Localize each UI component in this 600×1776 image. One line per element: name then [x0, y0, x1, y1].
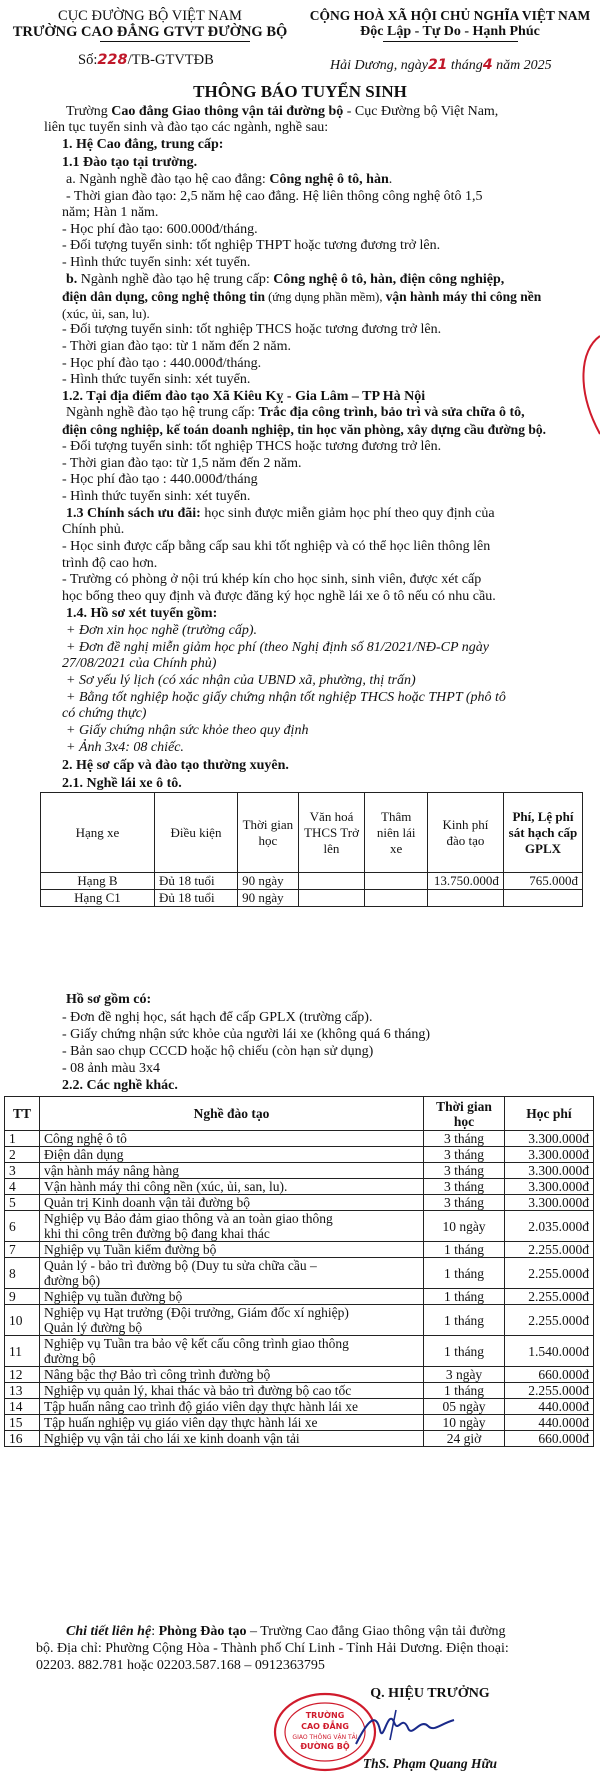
section-1-1-b-line2: điện dân dụng, công nghệ thông tin (ứng dụng phần mềm), vận hành máy thi công nền — [62, 289, 542, 304]
table-cell-tt: 15 — [5, 1415, 40, 1431]
table-header: Điều kiện — [154, 793, 237, 873]
contact-line-2: bộ. Địa chỉ: Phường Cộng Hòa - Thành phố Chí Linh - Tỉnh Hải Dương. Điện thoại: — [36, 1641, 509, 1656]
contact-line-1: Chi tiết liên hệ: Phòng Đào tạo – Trường Cao đẳng Giao thông vận tải đường — [66, 1624, 506, 1639]
course-name-line: vận hành máy nâng hàng — [44, 1163, 179, 1178]
text-line: học bổng theo quy định và được đăng ký học nghề lái xe ô tô nếu có nhu cầu. — [62, 589, 496, 604]
section-1-1-a: a. Ngành nghề đào tạo hệ cao đẳng: Công nghệ ô tô, hàn. — [66, 172, 393, 187]
nation-motto: Độc Lập - Tự Do - Hạnh Phúc — [360, 24, 540, 39]
table-row — [41, 890, 583, 907]
text-line: + Đơn đề nghị miễn giảm học phí (theo Nghị định số 81/2021/NĐ-CP ngày — [66, 640, 490, 655]
course-name-line: Quản lý - bảo trì đường bộ (Duy tu sửa chữa cầu – — [44, 1258, 317, 1273]
course-name-line: Nghiệp vụ quản lý, khai thác và bảo trì đường bộ cao tốc — [44, 1383, 352, 1398]
section-2-2-heading: 2.2. Các nghề khác. — [62, 1078, 178, 1093]
table-cell: 90 ngày — [238, 890, 299, 907]
table-row — [5, 1431, 594, 1447]
table-cell-course — [40, 1147, 424, 1163]
table-header: Kinh phí đào tạo — [427, 793, 503, 873]
table-cell-duration: 10 ngày — [424, 1415, 505, 1431]
table-cell: Đủ 18 tuổi — [154, 873, 237, 890]
section-1-3-line1: 1.3 Chính sách ưu đãi: học sinh được miễn giảm học phí theo quy định của — [66, 506, 495, 521]
table-cell-fee: 2.255.000đ — [505, 1305, 594, 1336]
course-name-line: Nghiệp vụ vận tải cho lái xe kinh doanh vận tải — [44, 1431, 300, 1446]
text-line: có chứng thực) — [62, 706, 147, 721]
table-header: Văn hoá THCS Trở lên — [298, 793, 365, 873]
text-line: - Học phí đào tạo : 440.000đ/tháng — [62, 472, 258, 487]
table-cell-fee: 2.255.000đ — [505, 1289, 594, 1305]
svg-text:CAO ĐẲNG: CAO ĐẲNG — [301, 1722, 349, 1731]
text-line: + Đơn xin học nghề (trường cấp). — [66, 623, 258, 638]
table-cell-fee: 3.300.000đ — [505, 1163, 594, 1179]
table-cell-fee: 440.000đ — [505, 1415, 594, 1431]
table-row — [5, 1195, 594, 1211]
text-line: + Sơ yếu lý lịch (có xác nhận của UBND xã, phường, thị trấn) — [66, 673, 416, 688]
table-cell-course — [40, 1289, 424, 1305]
table-cell-course — [40, 1383, 424, 1399]
text-line: - Thời gian đào tạo: từ 1 năm đến 2 năm. — [62, 339, 291, 354]
table-row — [5, 1289, 594, 1305]
table-cell-tt: 6 — [5, 1211, 40, 1242]
signer-role: Q. HIỆU TRƯỞNG — [370, 1686, 490, 1701]
table-cell-fee: 3.300.000đ — [505, 1131, 594, 1147]
table-cell-duration: 24 giờ — [424, 1431, 505, 1447]
table-cell-course — [40, 1211, 424, 1242]
table-cell-course — [40, 1399, 424, 1415]
svg-text:GIAO THÔNG VẬN TẢI: GIAO THÔNG VẬN TẢI — [292, 1734, 358, 1741]
list-item: - Bản sao chụp CCCD hoặc hộ chiếu (còn hạn sử dụng) — [62, 1044, 374, 1059]
table-header: Thâm niên lái xe — [365, 793, 428, 873]
table-cell-fee: 2.035.000đ — [505, 1211, 594, 1242]
table-cell-duration: 3 ngày — [424, 1367, 505, 1383]
table-cell-tt: 9 — [5, 1289, 40, 1305]
intro-line-2: liên tục tuyển sinh và đào tạo các ngành, nghề sau: — [44, 120, 329, 135]
text-line: + Ảnh 3x4: 08 chiếc. — [66, 740, 184, 755]
issue-date: Hải Dương, ngày21 tháng4 năm 2025 — [330, 57, 552, 73]
nation-name: CỘNG HOÀ XÃ HỘI CHỦ NGHĨA VIỆT NAM — [309, 8, 591, 23]
svg-text:ĐƯỜNG BỘ: ĐƯỜNG BỘ — [300, 1742, 350, 1751]
course-name-line: Quản lý đường bộ — [44, 1320, 143, 1335]
course-name-line: Nghiệp vụ Tuần tra bảo vệ kết cấu công trình giao thông — [44, 1336, 349, 1351]
text-line: - Hình thức tuyển sinh: xét tuyển. — [62, 372, 251, 387]
text-line: - Học phí đào tạo : 440.000đ/tháng. — [62, 356, 262, 371]
table-cell-tt: 14 — [5, 1399, 40, 1415]
header-underline-left — [100, 41, 250, 42]
text-line: + Giấy chứng nhận sức khỏe theo quy định — [66, 723, 309, 738]
table-cell — [365, 873, 428, 890]
table-row — [5, 1211, 594, 1242]
section-2-heading: 2. Hệ sơ cấp và đào tạo thường xuyên. — [62, 758, 289, 773]
table-row — [5, 1367, 594, 1383]
table-cell-fee: 3.300.000đ — [505, 1195, 594, 1211]
text-line: - Đối tượng tuyển sinh: tốt nghiệp THCS hoặc tương đương trở lên. — [62, 322, 442, 337]
section-1-2-line1: Ngành nghề đào tạo hệ trung cấp: Trắc địa công trình, bảo trì và sửa chữa ô tô, — [66, 405, 525, 420]
course-name-line: Nghiệp vụ tuần đường bộ — [44, 1289, 183, 1304]
signer-name: ThS. Phạm Quang Hữu — [362, 1756, 498, 1771]
handwritten-signature — [350, 1700, 460, 1760]
table-cell-fee: 2.255.000đ — [505, 1258, 594, 1289]
course-name-line: Nghiệp vụ Bảo đảm giao thông và an toàn giao thông — [44, 1211, 333, 1226]
table-cell-fee: 660.000đ — [505, 1367, 594, 1383]
table-row — [5, 1336, 594, 1367]
table-cell-tt: 4 — [5, 1179, 40, 1195]
table-row — [5, 1383, 594, 1399]
section-1-heading: 1. Hệ Cao đẳng, trung cấp: — [62, 137, 224, 152]
course-name-line: đường bộ) — [44, 1273, 101, 1288]
course-name-line: Công nghệ ô tô — [44, 1131, 127, 1146]
text-line: Chính phủ. — [62, 522, 125, 537]
table-cell-course — [40, 1242, 424, 1258]
table-cell: 90 ngày — [238, 873, 299, 890]
table-cell-duration: 3 tháng — [424, 1131, 505, 1147]
table-cell — [365, 890, 428, 907]
course-name-line: Tập huấn nghiệp vụ giáo viên dạy thực hành lái xe — [44, 1415, 318, 1430]
table-cell: Đủ 18 tuổi — [154, 890, 237, 907]
course-name-line: đường bộ — [44, 1351, 96, 1366]
table-cell-course — [40, 1431, 424, 1447]
notice-title: THÔNG BÁO TUYỂN SINH — [193, 82, 407, 101]
contact-line-3: 02203. 882.781 hoặc 02203.587.168 – 0912363795 — [36, 1658, 325, 1673]
table-cell-duration: 1 tháng — [424, 1305, 505, 1336]
table-header: Thời gian học — [424, 1097, 505, 1131]
table-header: Học phí — [505, 1097, 594, 1131]
table-cell-tt: 2 — [5, 1147, 40, 1163]
text-line: năm; Hàn 1 năm. — [62, 205, 159, 220]
school-name: TRƯỜNG CAO ĐẲNG GTVT ĐƯỜNG BỘ — [12, 24, 288, 40]
table-cell: Hạng B — [41, 873, 155, 890]
table-cell-tt: 5 — [5, 1195, 40, 1211]
header-underline-right — [383, 41, 518, 42]
table-row — [41, 873, 583, 890]
table-cell: 13.750.000đ — [427, 873, 503, 890]
table-cell: Hạng C1 — [41, 890, 155, 907]
table-cell-tt: 7 — [5, 1242, 40, 1258]
table-cell-duration: 1 tháng — [424, 1289, 505, 1305]
text-line: (xúc, ủi, san, lu). — [62, 306, 150, 321]
table-cell-fee: 2.255.000đ — [505, 1242, 594, 1258]
table-cell-fee: 3.300.000đ — [505, 1179, 594, 1195]
table-cell-course — [40, 1415, 424, 1431]
text-line: - Thời gian đào tạo: 2,5 năm hệ cao đẳng. Hệ liên thông công nghệ ôtô 1,5 — [66, 189, 483, 204]
text-line: - Học sinh được cấp bằng cấp sau khi tốt nghiệp và có thể học liên thông lên — [62, 539, 491, 554]
section-1-1-heading: 1.1 Đào tạo tại trường. — [62, 155, 198, 170]
document-number: Số:228/TB-GTVTĐB — [78, 52, 214, 68]
table-cell-course — [40, 1179, 424, 1195]
list-item: - Giấy chứng nhận sức khỏe của người lái xe (không quá 6 tháng) — [62, 1027, 431, 1042]
other-courses-table — [4, 1096, 594, 1447]
text-line: - Thời gian đào tạo: từ 1,5 năm đến 2 năm. — [62, 456, 302, 471]
table-cell-course — [40, 1305, 424, 1336]
text-line: - Học phí đào tạo: 600.000đ/tháng. — [62, 222, 258, 237]
documents-heading: Hồ sơ gồm có: — [66, 992, 152, 1007]
table-cell-fee: 660.000đ — [505, 1431, 594, 1447]
course-name-line: Nâng bậc thợ Bảo trì công trình đường bộ — [44, 1367, 271, 1382]
table-cell-duration: 1 tháng — [424, 1383, 505, 1399]
table-cell-fee: 1.540.000đ — [505, 1336, 594, 1367]
table-row — [5, 1415, 594, 1431]
text-line: + Bằng tốt nghiệp hoặc giấy chứng nhận tốt nghiệp THCS hoặc THPT (phô tô — [66, 690, 506, 705]
text-line: - Đối tượng tuyển sinh: tốt nghiệp THCS hoặc tương đương trở lên. — [62, 439, 442, 454]
course-name-line: khi thi công trên đường bộ đang khai thác — [44, 1226, 270, 1241]
course-name-line: Nghiệp vụ Tuần kiểm đường bộ — [44, 1242, 217, 1257]
text-line: - Đối tượng tuyển sinh: tốt nghiệp THPT hoặc tương đương trở lên. — [62, 238, 441, 253]
table-cell — [298, 890, 365, 907]
table-header: Hạng xe — [41, 793, 155, 873]
table-header: TT — [5, 1097, 40, 1131]
table-row — [5, 1147, 594, 1163]
table-header: Nghề đào tạo — [40, 1097, 424, 1131]
table-cell-tt: 10 — [5, 1305, 40, 1336]
table-cell-course — [40, 1336, 424, 1367]
table-row — [5, 1179, 594, 1195]
table-row — [5, 1399, 594, 1415]
text-line: - Hình thức tuyển sinh: xét tuyển. — [62, 489, 251, 504]
table-cell-tt: 3 — [5, 1163, 40, 1179]
table-cell-fee: 3.300.000đ — [505, 1147, 594, 1163]
section-1-1-b: b. Ngành nghề đào tạo hệ trung cấp: Công nghệ ô tô, hàn, điện công nghiệp, — [66, 272, 505, 287]
table-row — [5, 1258, 594, 1289]
table-cell-course — [40, 1163, 424, 1179]
table-cell-tt: 1 — [5, 1131, 40, 1147]
table-cell-tt: 16 — [5, 1431, 40, 1447]
table-cell: 765.000đ — [503, 873, 582, 890]
course-name-line: Quản trị Kinh doanh vận tải đường bộ — [44, 1195, 251, 1210]
table-cell-duration: 1 tháng — [424, 1242, 505, 1258]
other-courses-body — [5, 1131, 594, 1447]
text-line: - Trường có phòng ở nội trú khép kín cho học sinh, sinh viên, được xét cấp — [62, 572, 482, 587]
table-cell — [298, 873, 365, 890]
section-2-1-heading: 2.1. Nghề lái xe ô tô. — [62, 776, 182, 791]
course-name-line: Vận hành máy thi công nền (xúc, ủi, san, lu). — [44, 1179, 288, 1194]
table-cell-duration: 1 tháng — [424, 1336, 505, 1367]
table-cell — [427, 890, 503, 907]
table-cell-duration: 3 tháng — [424, 1195, 505, 1211]
agency-name: CỤC ĐƯỜNG BỘ VIỆT NAM — [58, 8, 242, 24]
text-line: trình độ cao hơn. — [62, 556, 158, 571]
table-cell-course — [40, 1258, 424, 1289]
table-cell-duration: 10 ngày — [424, 1211, 505, 1242]
table-header: Thời gian học — [238, 793, 299, 873]
svg-text:TRƯỜNG: TRƯỜNG — [305, 1711, 345, 1720]
table-cell-duration: 3 tháng — [424, 1179, 505, 1195]
course-name-line: Nghiệp vụ Hạt trưởng (Đội trưởng, Giám đốc xí nghiệp) — [44, 1305, 349, 1320]
driving-course-table — [40, 792, 583, 907]
table-cell — [503, 890, 582, 907]
table-row — [5, 1305, 594, 1336]
text-line: 27/08/2021 của Chính phủ) — [62, 656, 217, 671]
table-row — [5, 1242, 594, 1258]
section-1-2-heading: 1.2. Tại địa điểm đào tạo Xã Kiêu Kỵ - Gia Lâm – TP Hà Nội — [62, 389, 426, 404]
table-cell-course — [40, 1367, 424, 1383]
table-cell-fee: 440.000đ — [505, 1399, 594, 1415]
table-row — [5, 1131, 594, 1147]
table-cell-tt: 12 — [5, 1367, 40, 1383]
table-cell-fee: 2.255.000đ — [505, 1383, 594, 1399]
table-cell-duration: 1 tháng — [424, 1258, 505, 1289]
table-cell-duration: 3 tháng — [424, 1163, 505, 1179]
section-1-4-heading: 1.4. Hồ sơ xét tuyển gồm: — [66, 606, 218, 621]
intro-line-1: Trường Cao đẳng Giao thông vận tải đường bộ - Cục Đường bộ Việt Nam, — [66, 104, 499, 119]
course-name-line: Tập huấn nâng cao trình độ giáo viên dạy thực hành lái xe — [44, 1399, 358, 1414]
table-cell-tt: 11 — [5, 1336, 40, 1367]
table-cell-course — [40, 1131, 424, 1147]
table-row — [5, 1163, 594, 1179]
section-1-2-line2: điện công nghiệp, kế toán doanh nghiệp, tin học văn phòng, xây dựng cầu đường bộ. — [62, 422, 546, 437]
edge-stamp-fragment — [572, 330, 600, 440]
table-cell-tt: 8 — [5, 1258, 40, 1289]
text-line: - Hình thức tuyển sinh: xét tuyển. — [62, 255, 251, 270]
table-cell-tt: 13 — [5, 1383, 40, 1399]
course-name-line: Điện dân dụng — [44, 1147, 124, 1162]
table-header: Phí, Lệ phí sát hạch cấp GPLX — [503, 793, 582, 873]
table-cell-course — [40, 1195, 424, 1211]
list-item: - Đơn đề nghị học, sát hạch để cấp GPLX (trường cấp). — [62, 1010, 373, 1025]
list-item: - 08 ảnh màu 3x4 — [62, 1061, 160, 1076]
table-cell-duration: 05 ngày — [424, 1399, 505, 1415]
table-cell-duration: 3 tháng — [424, 1147, 505, 1163]
